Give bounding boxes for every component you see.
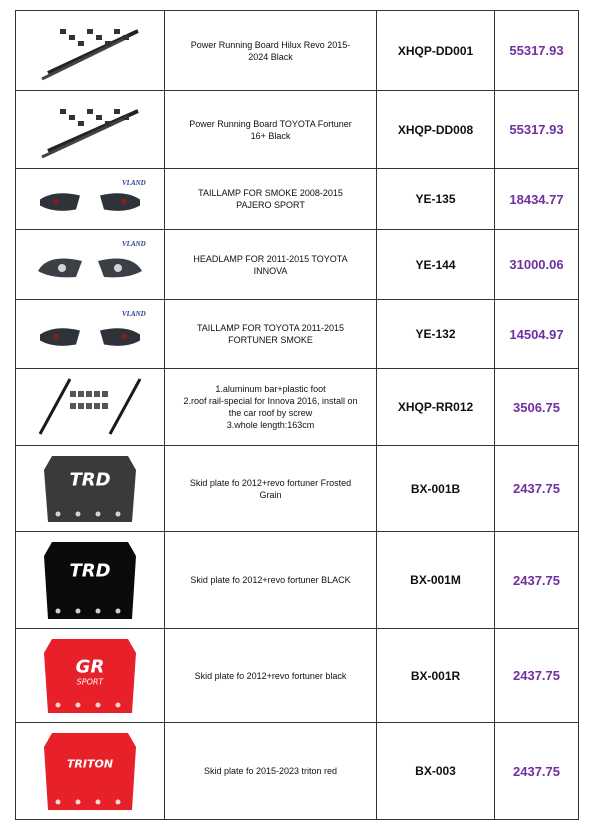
product-price: 2437.75: [495, 446, 579, 532]
product-code: XHQP-DD001: [377, 11, 495, 91]
running-board-icon: [30, 95, 150, 165]
table-row: [16, 629, 579, 723]
roof-rail-icon: [30, 373, 150, 442]
product-price: 2437.75: [495, 629, 579, 723]
description-line: TAILLAMP FOR TOYOTA 2011-2015: [196, 323, 345, 333]
description-line: 1.aluminum bar+plastic foot: [215, 384, 326, 394]
table-row: [16, 230, 579, 300]
skid-plate-icon: [30, 450, 150, 528]
headlamp-icon: [30, 234, 150, 296]
product-description: [165, 91, 377, 169]
svg-text:TRD: TRD: [69, 560, 111, 582]
product-image-cell: [16, 723, 165, 820]
product-description: [165, 723, 377, 820]
table-row: [16, 723, 579, 820]
product-code: XHQP-RR012: [377, 369, 495, 446]
description-line: 16+ Black: [250, 130, 291, 141]
product-price: 14504.97: [495, 300, 579, 369]
product-image-cell: [16, 629, 165, 723]
product-price: 3506.75: [495, 369, 579, 446]
skid-plate-icon: [30, 633, 150, 719]
product-table: [15, 10, 579, 820]
svg-text:TRITON: TRITON: [66, 757, 114, 771]
product-code: BX-003: [377, 723, 495, 820]
brand-logo: VLAND: [122, 178, 146, 187]
product-price: 31000.06: [495, 230, 579, 300]
description-line: Power Running Board Hilux Revo 2015-: [190, 39, 351, 50]
description-line: Skid plate fo 2015-2023 triton red: [203, 766, 338, 776]
product-price: 55317.93: [495, 91, 579, 169]
product-code: XHQP-DD008: [377, 91, 495, 169]
product-description: [165, 11, 377, 91]
product-code: BX-001B: [377, 446, 495, 532]
description-line: Skid plate fo 2012+revo fortuner black: [194, 670, 347, 681]
product-price: 2437.75: [495, 532, 579, 629]
product-price: 18434.77: [495, 169, 579, 230]
description-line: TAILLAMP FOR SMOKE 2008-2015: [198, 188, 343, 198]
table-row: [16, 169, 579, 230]
product-image-cell: [16, 369, 165, 446]
product-image-cell: [16, 91, 165, 169]
product-description: [165, 629, 377, 723]
product-code: BX-001R: [377, 629, 495, 723]
product-code: YE-144: [377, 230, 495, 300]
product-description: [165, 230, 377, 300]
skid-plate-icon: [30, 536, 150, 625]
brand-logo: VLAND: [122, 309, 146, 318]
product-description: [165, 169, 377, 230]
product-description: [165, 532, 377, 629]
description-line: 2024 Black: [248, 51, 293, 62]
description-line: Skid plate fo 2012+revo fortuner Frosted: [189, 477, 352, 488]
table-row: [16, 369, 579, 446]
description-line: INNOVA: [253, 265, 288, 276]
table-row: [16, 532, 579, 629]
description-line: HEADLAMP FOR 2011-2015 TOYOTA: [193, 253, 348, 264]
description-line: PAJERO SPORT: [236, 200, 305, 210]
product-image-cell: [16, 230, 165, 300]
table-row: [16, 446, 579, 532]
svg-text:SPORT: SPORT: [76, 676, 104, 686]
table-row: [16, 300, 579, 369]
table-row: [16, 11, 579, 91]
taillamp-icon: [30, 304, 150, 365]
taillamp-icon: [30, 173, 150, 226]
description-line: Skid plate fo 2012+revo fortuner BLACK: [190, 575, 351, 585]
product-image-cell: [16, 169, 165, 230]
running-board-icon: [30, 15, 150, 87]
product-price: 55317.93: [495, 11, 579, 91]
skid-plate-icon: [30, 727, 150, 816]
description-line: Grain: [259, 489, 282, 500]
product-description: [165, 300, 377, 369]
description-line: the car roof by screw: [228, 408, 313, 418]
brand-logo: VLAND: [122, 239, 146, 248]
product-code: BX-001M: [377, 532, 495, 629]
product-image-cell: [16, 532, 165, 629]
product-price: 2437.75: [495, 723, 579, 820]
product-description: [165, 446, 377, 532]
product-code: YE-135: [377, 169, 495, 230]
description-line: FORTUNER SMOKE: [228, 335, 313, 345]
product-description: [165, 369, 377, 446]
product-image-cell: [16, 446, 165, 532]
product-image-cell: [16, 300, 165, 369]
svg-text:GR: GR: [75, 655, 105, 677]
description-line: Power Running Board TOYOTA Fortuner: [189, 118, 352, 129]
description-line: 3.whole length:163cm: [226, 420, 315, 430]
product-image-cell: [16, 11, 165, 91]
description-line: 2.roof rail-special for Innova 2016, install on: [183, 396, 358, 406]
table-row: [16, 91, 579, 169]
product-code: YE-132: [377, 300, 495, 369]
svg-text:TRD: TRD: [69, 469, 111, 491]
